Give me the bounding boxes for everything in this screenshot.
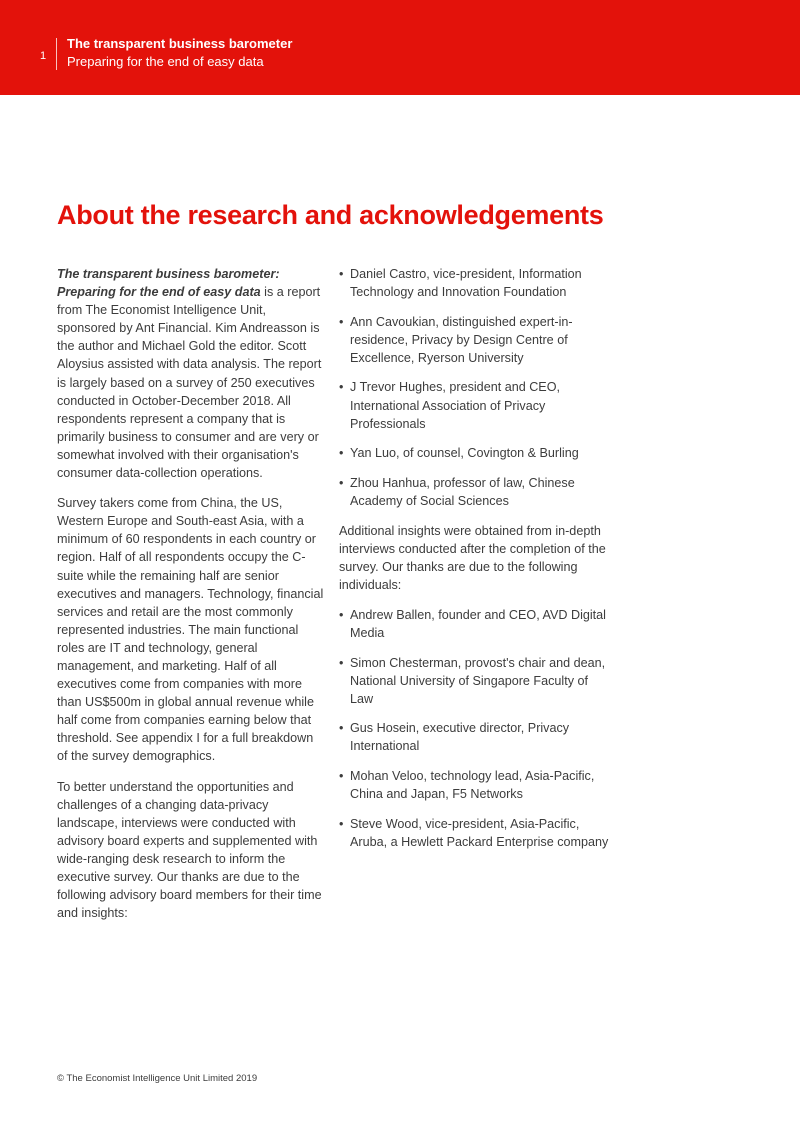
report-name-italic: The transparent business barometer: Preparing for the end of easy data	[57, 267, 280, 300]
interviewee-list	[339, 606, 614, 851]
list-item: • J Trevor Hughes, president and CEO, International Association of Privacy Professionals	[339, 378, 614, 432]
header-divider	[56, 38, 57, 70]
list-item: • Steve Wood, vice-president, Asia-Pacific, Aruba, a Hewlett Packard Enterprise company	[339, 815, 614, 851]
list-item: • Daniel Castro, vice-president, Information Technology and Innovation Foundation	[339, 265, 614, 301]
list-item: • Yan Luo, of counsel, Covington & Burling	[339, 444, 614, 462]
list-item: • Andrew Ballen, founder and CEO, AVD Digital Media	[339, 606, 614, 642]
page-title: About the research and acknowledgements	[57, 200, 604, 230]
list-item: • Ann Cavoukian, distinguished expert-in-residence, Privacy by Design Centre of Excellence, Ryerson University	[339, 313, 614, 367]
page-number: 1	[40, 50, 47, 62]
list-item: • Gus Hosein, executive director, Privacy International	[339, 719, 614, 755]
interviews-intro-paragraph: Additional insights were obtained from in-depth interviews conducted after the completion of the survey. Our thanks are due to the following individuals:	[339, 523, 606, 592]
page-header	[0, 0, 800, 95]
list-item: • Mohan Veloo, technology lead, Asia-Pacific, China and Japan, F5 Networks	[339, 767, 614, 803]
left-column	[57, 265, 325, 934]
list-item: • Zhou Hanhua, professor of law, Chinese Academy of Social Sciences	[339, 474, 614, 510]
right-column	[339, 265, 614, 862]
intro-paragraph-text: is a report from The Economist Intelligence Unit, sponsored by Ant Financial. Kim Andreasson is the author and Michael Gold the editor. Scott Aloysius assisted with data analysis. The report is largely based on a survey of 250 executives conducted in October-December 2018. All respondents represent a company that is primarily business to consumer and are very or somewhat involved with their organisation's consumer data-collection operations.	[57, 285, 322, 481]
advisory-board-list	[339, 265, 614, 510]
report-title: The transparent business barometer	[67, 36, 293, 51]
list-item: • Simon Chesterman, provost's chair and dean, National University of Singapore Faculty of Law	[339, 654, 614, 708]
survey-paragraph: Survey takers come from China, the US, Western Europe and South-east Asia, with a minimum of 60 respondents in each country or region. Half of all respondents occupy the C-suite while the remaining half are senior executives and managers. Technology, financial services and retail are the most commonly represented industries. The main functional roles are IT and technology, general management, and marketing. Half of all executives come from companies with more than US$500m in global annual revenue while half come from companies earning below that threshold. See appendix I for a full breakdown of the survey demographics.	[57, 496, 324, 764]
advisory-intro-paragraph: To better understand the opportunities and challenges of a changing data-privacy landscape, interviews were conducted with advisory board experts and supplemented with wide-ranging desk research to inform the executive survey. Our thanks are due to the following advisory board members for their time and insights:	[57, 779, 322, 921]
intro-paragraph	[57, 265, 325, 482]
report-subtitle: Preparing for the end of easy data	[67, 54, 264, 69]
copyright-footer: © The Economist Intelligence Unit Limited 2019	[57, 1073, 258, 1084]
